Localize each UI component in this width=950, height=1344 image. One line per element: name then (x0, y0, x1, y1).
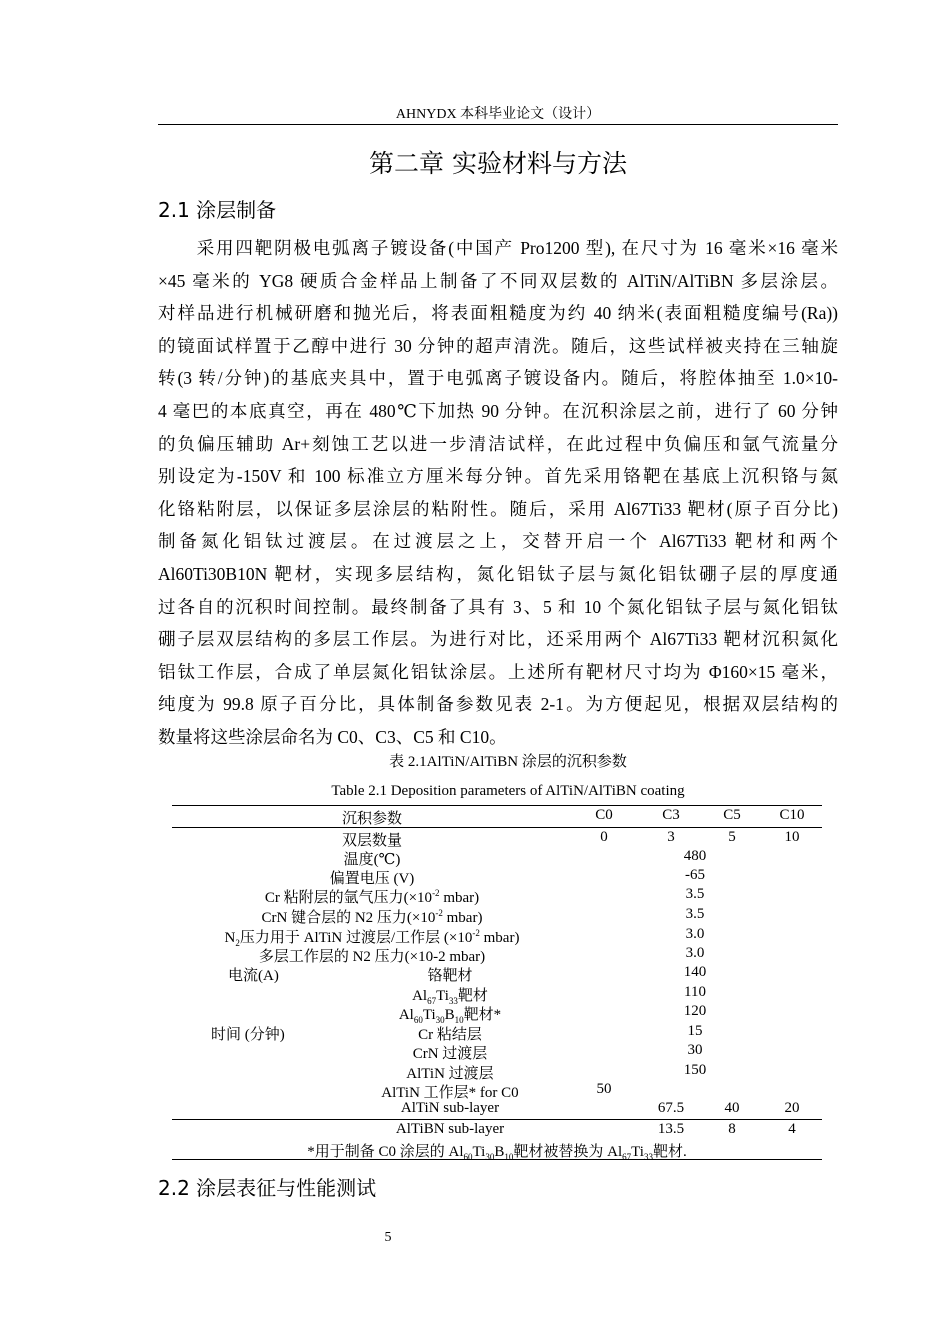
header-c5: C5 (723, 807, 741, 823)
paragraph-line: 化铬粘附层，以保证多层涂层的粘附性。随后，采用 Al67Ti33 靶材(原子百分比) (158, 498, 838, 519)
paragraph-line: 采用四靶阴极电弧离子镀设备(中国产 Pro1200 型), 在尺寸为 16 毫米×16 毫米 (158, 238, 838, 258)
cell-bias: -65 (685, 867, 705, 883)
cell-n2-altin: 3.0 (685, 926, 705, 942)
table-bottom-rule (172, 1159, 822, 1160)
header-c0: C0 (595, 807, 613, 823)
cell-altibn-sub-c10: 4 (788, 1121, 796, 1137)
cell-al60-target: 120 (683, 1003, 707, 1019)
section-heading-2-2: 2.2 涂层表征与性能测试 (158, 1176, 377, 1200)
chapter-title: 第二章 实验材料与方法 (369, 149, 627, 178)
cell-cr-target: 140 (683, 964, 707, 980)
paragraph-line: 铝钛工作层，合成了单层氮化铝钛涂层。上述所有靶材尺寸均为 Φ160×15 毫米， (158, 661, 838, 682)
cell-bilayers-c10: 10 (784, 829, 800, 845)
row-label-al67-target: $Al_{67}Ti_{33}$靶材 (412, 988, 488, 1006)
table-top-rule (172, 805, 822, 806)
cell-temperature: 480 (683, 848, 707, 864)
row-label-cr-adhesion: Cr 粘附层的氩气压力($\times 10^{-2}$ mbar) (264, 888, 480, 906)
cell-cr-adhesion: 3.5 (685, 886, 705, 902)
header-c3: C3 (662, 807, 680, 823)
paragraph-line: 纯度为 99.8 原子百分比，具体制备参数见表 2-1。为方便起见，根据双层结构的 (158, 694, 838, 715)
row-label-bilayers: 双层数量 (341, 833, 402, 849)
row-label-altibn-sub: AlTiBN sub-layer (395, 1121, 505, 1137)
cell-crn-transition: 30 (687, 1042, 703, 1058)
table-caption-cn: 表 2.1AlTiN/AlTiBN 涂层的沉积参数 (389, 754, 627, 770)
paragraph-line: 的镜面试样置于乙醇中进行 30 分钟的超声清洗。随后，这些试样被夹持在三轴旋 (158, 335, 838, 356)
row-label-altin-work-c0: AlTiN 工作层* for C0 (381, 1085, 519, 1101)
paragraph-line: 对样品进行机械研磨和抛光后，将表面粗糙度为约 40 纳米(表面粗糙度编号(Ra)) (158, 303, 838, 324)
paragraph-line: 的负偏压辅助 Ar+刻蚀工艺以进一步清洁试样，在此过程中负偏压和氩气流量分 (158, 433, 838, 454)
cell-crn-bond: 3.5 (685, 906, 705, 922)
table-mid-rule (172, 1119, 822, 1120)
row-label-n2-multi: 多层工作层的 N2 压力(×10-2 mbar) (258, 949, 486, 965)
paragraph-line: 过各自的沉积时间控制。最终制备了具有 3、5 和 10 个氮化铝钛子层与氮化铝钛 (158, 596, 838, 617)
group-label-time: 时间 (分钟) (211, 1027, 285, 1043)
row-label-temperature: 温度(℃) (343, 852, 401, 868)
paragraph-line: Al60Ti30B10N 靶材，实现多层结构，氮化铝钛子层与氮化铝钛硼子层的厚度通 (158, 563, 838, 584)
row-label-bias: 偏置电压 (V) (329, 871, 415, 887)
paragraph-line: 别设定为-150V 和 100 标准立方厘米每分钟。首先采用铬靶在基底上沉积铬与氮 (158, 466, 838, 487)
cell-cr-bond-layer: 15 (687, 1023, 703, 1039)
paragraph-line: 转(3 转/分钟)的基底夹具中，置于电弧离子镀设备内。随后，将腔体抽至 1.0×10- (158, 368, 838, 389)
cell-altin-sub-c10: 20 (784, 1100, 800, 1116)
paragraph-line: 数量将这些涂层命名为 C0、C3、C5 和 C10。 (158, 726, 507, 747)
body-paragraph (158, 232, 838, 754)
paragraph-line: 硼子层双层结构的多层工作层。为进行对比，还采用两个 Al67Ti33 靶材沉积氮化 (158, 629, 838, 650)
table-footnote: *用于制备 C0 涂层的 $Al_{60}Ti_{30}B_{10}$靶材被替换为 $Al_{67}Ti_{33}$靶材. (307, 1144, 687, 1162)
cell-altin-transition: 150 (683, 1062, 707, 1078)
row-label-cr-bond-layer: Cr 粘结层 (418, 1027, 482, 1043)
cell-bilayers-c5: 5 (728, 829, 736, 845)
page-header: AHNYDX 本科毕业论文（设计） (395, 107, 601, 122)
cell-altin-sub-c5: 40 (724, 1100, 740, 1116)
table-header-rule (172, 827, 822, 828)
paragraph-line: 制备氮化铝钛过渡层。在过渡层之上，交替开启一个 Al67Ti33 靶材和两个 (158, 531, 838, 552)
row-label-crn-bond: CrN 键合层的 N2 压力($\times 10^{-2}$ mbar) (261, 908, 483, 926)
page-number: 5 (384, 1230, 392, 1245)
row-label-al60-target: $Al_{60}Ti_{30}B_{10}$靶材* (398, 1007, 502, 1025)
row-label-crn-transition: CrN 过渡层 (412, 1046, 488, 1062)
cell-al67-target: 110 (684, 984, 706, 1000)
row-label-cr-target: 铬靶材 (427, 968, 473, 984)
cell-bilayers-c0: 0 (600, 829, 608, 845)
row-label-altin-transition: AlTiN 过渡层 (406, 1066, 494, 1082)
paragraph-line: ×45 毫米的 YG8 硬质合金样品上制备了不同双层数的 AlTiN/AlTiBN 多层涂层。 (158, 270, 838, 291)
cell-altin-work-c0: 50 (596, 1081, 612, 1097)
row-label-n2-altin: $N_2$压力用于 AlTiN 过渡层/工作层 ($\times 10^{-2}$ mbar) (224, 928, 520, 948)
paragraph-line: 4 毫巴的本底真空，再在 480℃下加热 90 分钟。在沉积涂层之前，进行了 60 分钟 (158, 400, 838, 421)
section-heading-2-1: 2.1 涂层制备 (158, 198, 277, 222)
cell-n2-multi: 3.0 (685, 945, 705, 961)
group-label-current: 电流(A) (228, 968, 279, 984)
row-label-altin-sub: AlTiN sub-layer (400, 1100, 500, 1116)
header-c10: C10 (779, 807, 805, 823)
table-caption-en: Table 2.1 Deposition parameters of AlTiN/AlTiBN coating (331, 783, 685, 799)
cell-altin-sub-c3: 67.5 (657, 1100, 685, 1116)
cell-bilayers-c3: 3 (667, 829, 675, 845)
cell-altibn-sub-c3: 13.5 (657, 1121, 685, 1137)
cell-altibn-sub-c5: 8 (728, 1121, 736, 1137)
header-param: 沉积参数 (341, 811, 402, 827)
header-divider (158, 124, 838, 125)
